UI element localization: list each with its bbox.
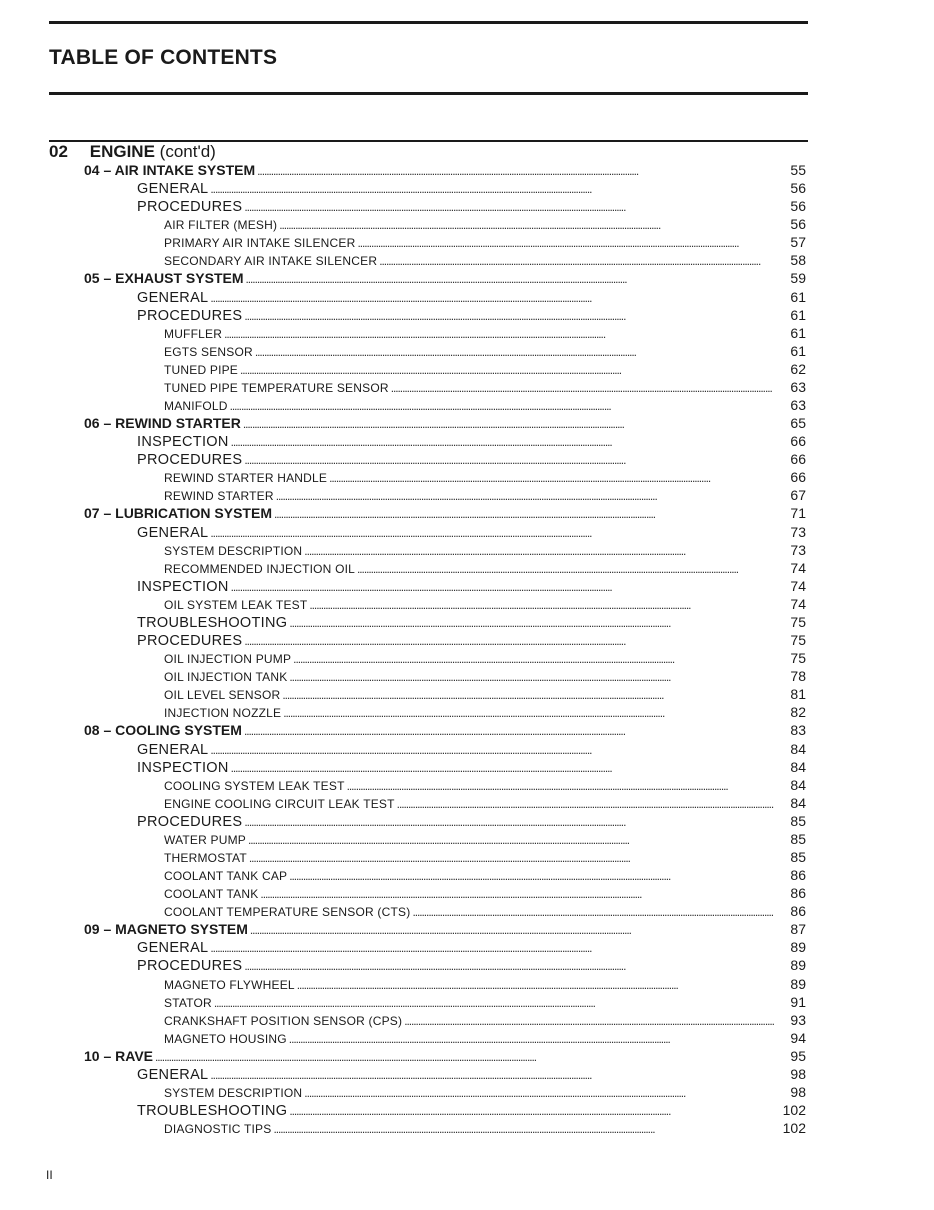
toc-section-entry[interactable] [0, 180, 934, 198]
dot-leader [155, 1048, 774, 1066]
toc-entry-title: PROCEDURES [137, 452, 243, 469]
toc-entry-title: GENERAL [137, 524, 209, 541]
toc-entry-title: COOLANT TANK CAP [164, 869, 288, 884]
toc-list [0, 162, 934, 1138]
toc-entry-title: COOLANT TANK [164, 887, 259, 902]
toc-entry-title: MANIFOLD [164, 399, 228, 414]
toc-section-entry[interactable] [0, 578, 934, 596]
toc-entry-page: 62 [790, 360, 806, 377]
toc-entry-title: SYSTEM DESCRIPTION [164, 543, 303, 558]
toc-entry-page: 61 [790, 306, 806, 323]
toc-entry-title: AIR FILTER (MESH) [164, 218, 278, 233]
dot-leader [231, 433, 774, 451]
toc-subsection-entry[interactable] [0, 777, 934, 795]
toc-entry-page: 66 [790, 469, 806, 486]
top-rule [49, 21, 808, 24]
toc-entry-page: 93 [790, 1011, 806, 1028]
toc-subsection-entry[interactable] [0, 976, 934, 994]
toc-entry-page: 89 [790, 957, 806, 974]
toc-section-entry[interactable] [0, 289, 934, 307]
toc-entry-page: 84 [790, 794, 806, 811]
dot-leader [279, 216, 774, 234]
toc-entry-page: 66 [790, 451, 806, 468]
toc-entry-page: 75 [790, 632, 806, 649]
toc-entry-page: 102 [782, 1120, 806, 1137]
toc-entry-page: 61 [790, 342, 806, 359]
toc-entry-title: REWIND STARTER [164, 489, 274, 504]
toc-entry-title: INSPECTION [137, 434, 229, 451]
toc-subsection-entry[interactable] [0, 469, 934, 487]
toc-entry-page: 63 [790, 397, 806, 414]
toc-section-entry[interactable] [0, 524, 934, 542]
dot-leader [297, 976, 774, 994]
dot-leader [231, 759, 774, 777]
dot-leader [304, 1084, 774, 1102]
toc-subsection-entry[interactable] [0, 596, 934, 614]
toc-subsection-entry[interactable] [0, 903, 934, 921]
dot-leader [230, 397, 774, 415]
toc-entry-page: 56 [790, 198, 806, 215]
toc-entry-title: SECONDARY AIR INTAKE SILENCER [164, 254, 378, 269]
section-name: ENGINE [89, 142, 155, 161]
dot-leader [289, 1102, 774, 1120]
toc-entry-title: OIL LEVEL SENSOR [164, 688, 281, 703]
toc-entry-title: SYSTEM DESCRIPTION [164, 1085, 303, 1100]
toc-subsection-entry[interactable] [0, 1030, 934, 1048]
dot-leader [248, 831, 774, 849]
dot-leader [210, 741, 774, 759]
toc-entry-title: EGTS SENSOR [164, 344, 253, 359]
toc-subsection-entry[interactable] [0, 686, 934, 704]
toc-entry-title: OIL INJECTION TANK [164, 670, 288, 685]
toc-entry-page: 84 [790, 740, 806, 757]
dot-leader [412, 903, 774, 921]
toc-entry-page: 75 [790, 650, 806, 667]
dot-leader [357, 560, 774, 578]
toc-entry-page: 65 [790, 415, 806, 432]
toc-subsection-entry[interactable] [0, 994, 934, 1012]
toc-entry-title: REWIND STARTER HANDLE [164, 471, 328, 486]
toc-subsection-entry[interactable] [0, 867, 934, 885]
toc-entry-title: COOLANT TEMPERATURE SENSOR (CTS) [164, 905, 411, 920]
toc-entry-page: 98 [790, 1083, 806, 1100]
toc-entry-title: 04 – AIR INTAKE SYSTEM [84, 162, 256, 178]
toc-chapter-entry[interactable] [0, 505, 934, 523]
dot-leader [210, 289, 774, 307]
toc-entry-title: INSPECTION [137, 578, 229, 595]
toc-section-entry[interactable] [0, 813, 934, 831]
section-number: 02 [49, 142, 68, 161]
toc-section-entry[interactable] [0, 1102, 934, 1120]
toc-entry-page: 74 [790, 577, 806, 594]
dot-leader [244, 632, 774, 650]
dot-leader [404, 1012, 774, 1030]
toc-entry-page: 56 [790, 180, 806, 197]
dot-leader [250, 921, 774, 939]
toc-subsection-entry[interactable] [0, 1120, 934, 1138]
dot-leader [282, 686, 774, 704]
toc-subsection-entry[interactable] [0, 885, 934, 903]
toc-section-entry[interactable] [0, 451, 934, 469]
toc-entry-title: MAGNETO FLYWHEEL [164, 977, 295, 992]
toc-entry-page: 71 [790, 505, 806, 522]
dot-leader [244, 451, 774, 469]
toc-entry-page: 63 [790, 378, 806, 395]
toc-entry-page: 56 [790, 216, 806, 233]
dot-leader [309, 596, 774, 614]
toc-entry-page: 55 [790, 162, 806, 178]
toc-entry-page: 91 [790, 993, 806, 1010]
toc-subsection-entry[interactable] [0, 325, 934, 343]
toc-entry-title: GENERAL [137, 181, 209, 198]
toc-entry-title: 08 – COOLING SYSTEM [84, 722, 242, 739]
dot-leader [240, 361, 774, 379]
toc-entry-page: 59 [790, 270, 806, 287]
dot-leader [289, 668, 774, 686]
toc-entry-page: 85 [790, 812, 806, 829]
toc-entry-title: STATOR [164, 995, 212, 1010]
toc-entry-page: 81 [790, 686, 806, 703]
dot-leader [210, 939, 774, 957]
toc-entry-page: 74 [790, 559, 806, 576]
toc-entry-title: THERMOSTAT [164, 850, 247, 865]
toc-entry-page: 85 [790, 848, 806, 865]
toc-entry-title: CRANKSHAFT POSITION SENSOR (CPS) [164, 1013, 403, 1028]
toc-section-entry[interactable] [0, 433, 934, 451]
toc-chapter-entry[interactable] [0, 921, 934, 939]
dot-leader [329, 469, 774, 487]
toc-entry-title: OIL SYSTEM LEAK TEST [164, 597, 308, 612]
toc-entry-page: 61 [790, 288, 806, 305]
toc-subsection-entry[interactable] [0, 379, 934, 397]
dot-leader [255, 343, 774, 361]
toc-entry-title: PROCEDURES [137, 307, 243, 324]
toc-chapter-entry[interactable] [0, 162, 934, 180]
toc-entry-title: INJECTION NOZZLE [164, 706, 282, 721]
toc-subsection-entry[interactable] [0, 361, 934, 379]
toc-section-entry[interactable] [0, 957, 934, 975]
toc-entry-title: TUNED PIPE [164, 362, 239, 377]
dot-leader [244, 307, 774, 325]
dot-leader [244, 722, 774, 740]
toc-section-entry[interactable] [0, 307, 934, 325]
toc-entry-title: GENERAL [137, 741, 209, 758]
section-heading [49, 142, 216, 162]
dot-leader [257, 162, 774, 180]
toc-entry-page: 86 [790, 903, 806, 920]
toc-entry-page: 98 [790, 1065, 806, 1082]
toc-entry-title: 07 – LUBRICATION SYSTEM [84, 505, 272, 522]
page-title: TABLE OF CONTENTS [49, 46, 278, 69]
toc-subsection-entry[interactable] [0, 831, 934, 849]
dot-leader [357, 234, 774, 252]
toc-entry-title: ENGINE COOLING CIRCUIT LEAK TEST [164, 796, 395, 811]
toc-subsection-entry[interactable] [0, 704, 934, 722]
toc-subsection-entry[interactable] [0, 1084, 934, 1102]
toc-entry-page: 89 [790, 975, 806, 992]
dot-leader [246, 270, 775, 288]
toc-subsection-entry[interactable] [0, 1012, 934, 1030]
toc-entry-title: OIL INJECTION PUMP [164, 652, 292, 667]
toc-entry-title: 09 – MAGNETO SYSTEM [84, 921, 248, 938]
toc-entry-title: GENERAL [137, 289, 209, 306]
toc-entry-page: 89 [790, 939, 806, 956]
dot-leader [214, 994, 774, 1012]
toc-section-entry[interactable] [0, 759, 934, 777]
toc-entry-title: 06 – REWIND STARTER [84, 415, 241, 432]
toc-entry-title: PROCEDURES [137, 199, 243, 216]
toc-chapter-entry[interactable] [0, 270, 934, 288]
dot-leader [379, 252, 774, 270]
toc-subsection-entry[interactable] [0, 252, 934, 270]
dot-leader [210, 524, 774, 542]
toc-entry-page: 86 [790, 885, 806, 902]
toc-section-entry[interactable] [0, 741, 934, 759]
dot-leader [224, 325, 774, 343]
toc-entry-page: 58 [790, 252, 806, 269]
section-suffix: (cont'd) [159, 142, 216, 161]
toc-entry-page: 75 [790, 613, 806, 630]
toc-entry-page: 61 [790, 324, 806, 341]
toc-subsection-entry[interactable] [0, 216, 934, 234]
toc-entry-page: 102 [782, 1102, 806, 1119]
toc-entry-page: 84 [790, 776, 806, 793]
dot-leader [289, 1030, 774, 1048]
toc-entry-title: MUFFLER [164, 326, 223, 341]
toc-entry-page: 87 [790, 921, 806, 938]
dot-leader [274, 505, 774, 523]
toc-entry-page: 94 [790, 1029, 806, 1046]
dot-leader [397, 795, 774, 813]
toc-entry-title: GENERAL [137, 940, 209, 957]
toc-subsection-entry[interactable] [0, 487, 934, 505]
dot-leader [289, 867, 774, 885]
toc-entry-page: 82 [790, 704, 806, 721]
toc-section-entry[interactable] [0, 614, 934, 632]
toc-section-entry[interactable] [0, 198, 934, 216]
toc-entry-title: 10 – RAVE [84, 1047, 153, 1064]
dot-leader [260, 885, 774, 903]
dot-leader [304, 542, 774, 560]
toc-subsection-entry[interactable] [0, 560, 934, 578]
toc-entry-title: PROCEDURES [137, 813, 243, 830]
dot-leader [210, 1066, 774, 1084]
toc-entry-title: WATER PUMP [164, 832, 246, 847]
toc-subsection-entry[interactable] [0, 795, 934, 813]
toc-subsection-entry[interactable] [0, 849, 934, 867]
toc-entry-page: 73 [790, 541, 806, 558]
dot-leader [244, 957, 774, 975]
toc-entry-title: 05 – EXHAUST SYSTEM [84, 270, 244, 287]
dot-leader [243, 415, 774, 433]
toc-entry-page: 85 [790, 830, 806, 847]
toc-entry-page: 67 [790, 487, 806, 504]
toc-chapter-entry[interactable] [0, 415, 934, 433]
toc-subsection-entry[interactable] [0, 668, 934, 686]
toc-entry-title: COOLING SYSTEM LEAK TEST [164, 778, 345, 793]
dot-leader [231, 578, 774, 596]
dot-leader [283, 704, 774, 722]
toc-subsection-entry[interactable] [0, 650, 934, 668]
dot-leader [244, 813, 774, 831]
toc-entry-page: 78 [790, 668, 806, 685]
dot-leader [347, 777, 774, 795]
title-underline-rule [49, 92, 808, 95]
dot-leader [289, 614, 774, 632]
dot-leader [276, 487, 774, 505]
toc-subsection-entry[interactable] [0, 343, 934, 361]
toc-section-entry[interactable] [0, 939, 934, 957]
toc-chapter-entry[interactable] [0, 1048, 934, 1066]
toc-subsection-entry[interactable] [0, 397, 934, 415]
toc-entry-title: TUNED PIPE TEMPERATURE SENSOR [164, 380, 389, 395]
toc-section-entry[interactable] [0, 632, 934, 650]
toc-subsection-entry[interactable] [0, 234, 934, 252]
dot-leader [391, 379, 774, 397]
toc-entry-page: 86 [790, 867, 806, 884]
toc-entry-title: TROUBLESHOOTING [137, 1103, 288, 1120]
toc-entry-title: DIAGNOSTIC TIPS [164, 1122, 272, 1137]
toc-subsection-entry[interactable] [0, 542, 934, 560]
toc-section-entry[interactable] [0, 1066, 934, 1084]
dot-leader [244, 198, 774, 216]
toc-entry-title: RECOMMENDED INJECTION OIL [164, 561, 356, 576]
toc-entry-page: 83 [790, 722, 806, 739]
toc-entry-title: INSPECTION [137, 759, 229, 776]
toc-entry-title: PRIMARY AIR INTAKE SILENCER [164, 236, 356, 251]
page-number: II [46, 1168, 53, 1182]
toc-entry-page: 73 [790, 523, 806, 540]
toc-entry-title: TROUBLESHOOTING [137, 614, 288, 631]
dot-leader [293, 650, 774, 668]
dot-leader [273, 1120, 774, 1138]
toc-entry-title: GENERAL [137, 1066, 209, 1083]
toc-entry-page: 57 [790, 234, 806, 251]
toc-entry-page: 84 [790, 758, 806, 775]
toc-entry-page: 74 [790, 595, 806, 612]
toc-entry-title: PROCEDURES [137, 633, 243, 650]
toc-entry-page: 66 [790, 433, 806, 450]
toc-entry-page: 95 [790, 1047, 806, 1064]
dot-leader [249, 849, 774, 867]
toc-entry-title: MAGNETO HOUSING [164, 1031, 287, 1046]
toc-entry-title: PROCEDURES [137, 958, 243, 975]
dot-leader [210, 180, 774, 198]
toc-chapter-entry[interactable] [0, 722, 934, 740]
